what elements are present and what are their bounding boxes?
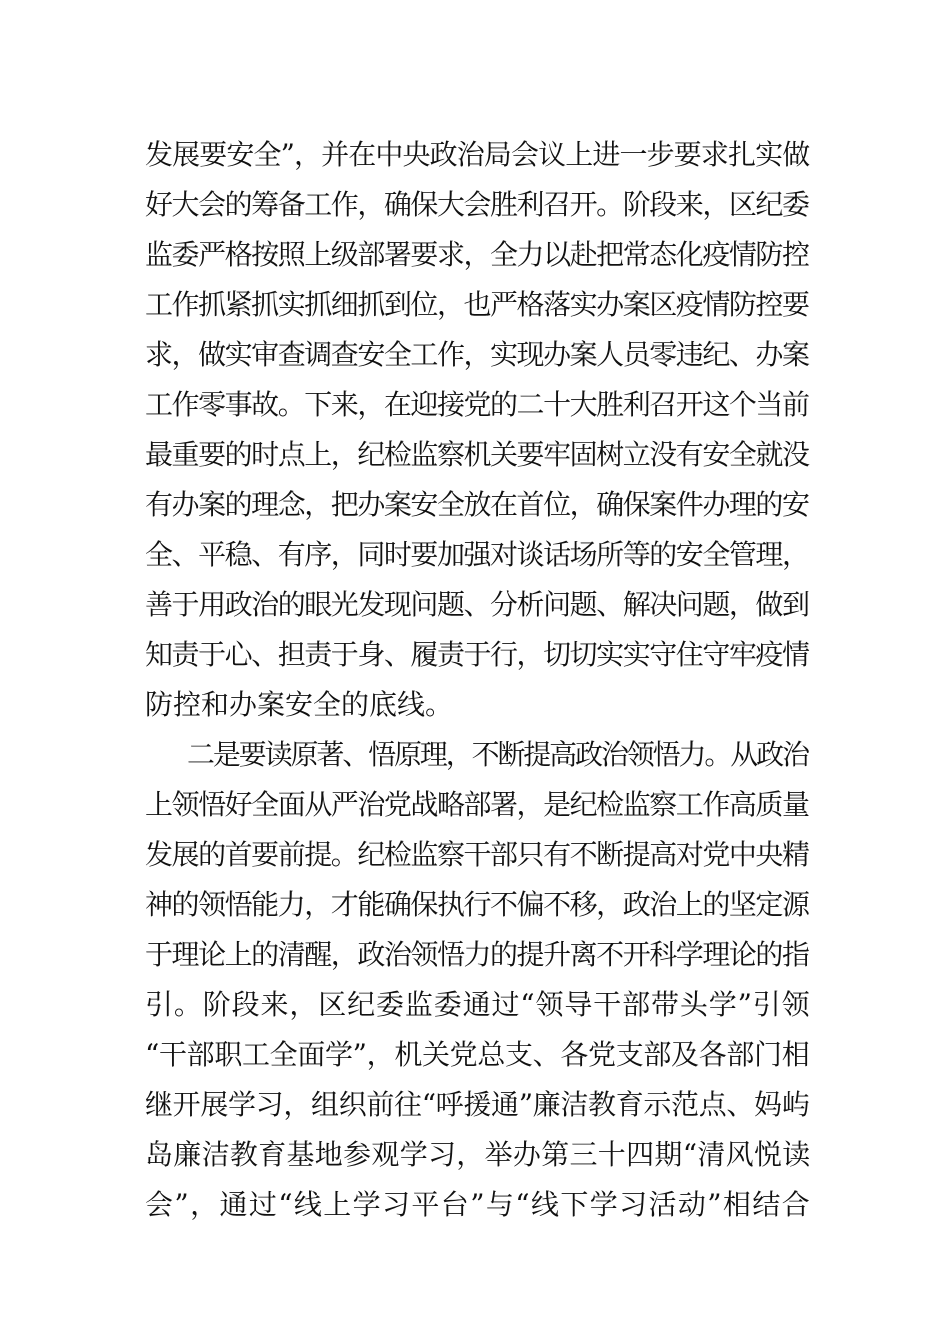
text-line: 有办案的理念，把办案安全放在首位，确保案件办理的安 (145, 488, 809, 521)
text-line: 最重要的时点上，纪检监察机关要牢固树立没有安全就没 (145, 438, 809, 471)
text-line: 会”，通过“线上学习平台”与“线下学习活动”相结合 (145, 1188, 812, 1221)
text-line: 好大会的筹备工作，确保大会胜利召开。阶段来，区纪委 (145, 188, 809, 221)
text-line: 上领悟好全面从严治党战略部署，是纪检监察工作高质量 (145, 788, 809, 821)
text-line: 工作零事故。下来，在迎接党的二十大胜利召开这个当前 (145, 388, 809, 421)
text-line: 防控和办案安全的底线。 (145, 688, 454, 721)
text-line: “干部职工全面学”，机关党总支、各党支部及各部门相 (145, 1038, 810, 1071)
text-line: 神的领悟能力，才能确保执行不偏不移，政治上的坚定源 (145, 888, 809, 921)
text-line: 监委严格按照上级部署要求，全力以赴把常态化疫情防控 (145, 238, 809, 271)
text-line: 知责于心、担责于身、履责于行，切切实实守住守牢疫情 (145, 638, 809, 671)
text-line: 继开展学习，组织前往“呼援通”廉洁教育示范点、妈屿 (145, 1088, 810, 1121)
text-line: 岛廉洁教育基地参观学习，举办第三十四期“清风悦读 (145, 1138, 811, 1171)
text-line: 引。阶段来，区纪委监委通过“领导干部带头学”引领 (145, 988, 811, 1021)
text-line: 善于用政治的眼光发现问题、分析问题、解决问题，做到 (145, 588, 809, 621)
text-line: 于理论上的清醒，政治领悟力的提升离不开科学理论的指 (145, 938, 809, 971)
text-line: 求，做实审查调查安全工作，实现办案人员零违纪、办案 (145, 338, 809, 371)
text-line: 发展的首要前提。纪检监察干部只有不断提高对党中央精 (145, 838, 809, 871)
text-line: 发展要安全”，并在中央政治局会议上进一步要求扎实做 (145, 138, 810, 171)
text-line: 全、平稳、有序，同时要加强对谈话场所等的安全管理， (145, 538, 809, 571)
text-line: 工作抓紧抓实抓细抓到位，也严格落实办案区疫情防控要 (145, 288, 809, 321)
paragraph-first-line: 二是要读原著、悟原理，不断提高政治领悟力。从政治 (187, 738, 808, 771)
